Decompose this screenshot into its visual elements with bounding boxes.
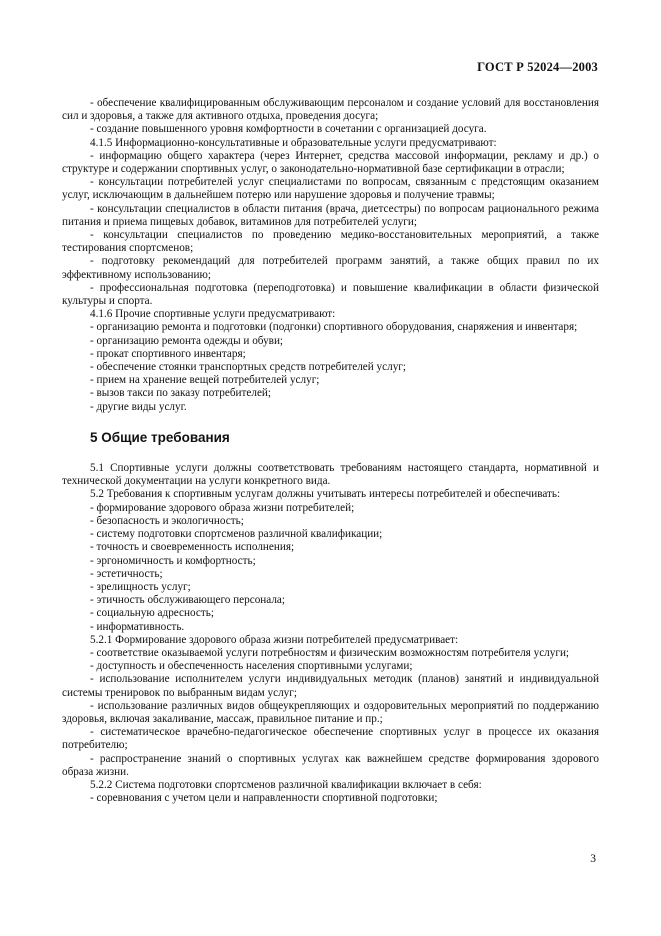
paragraph: - консультации потребителей услуг специалистами по вопросам, связанным с предстоящим оказанием услуг, исключающим в дальнейшем потерю или нарушение здоровья и получение травмы; [62,176,599,202]
paragraph: - профессиональная подготовка (переподготовка) и повышение квалификации в области физической культуры и спорта. [62,281,599,308]
paragraph: - информативность. [90,620,185,633]
doc-header: ГОСТ Р 52024—2003 [477,60,598,74]
paragraph: 5.2.1 Формирование здорового образа жизни потребителей предусматривает: [90,633,459,646]
paragraph: - обеспечение стоянки транспортных средств потребителей услуг; [90,361,406,374]
paragraph: - вызов такси по заказу потребителей; [90,387,272,400]
paragraph: - систему подготовки спортсменов различной квалификации; [90,528,383,541]
paragraph: - формирование здорового образа жизни потребителей; [90,501,355,514]
paragraph: - безопасность и экологичность; [90,514,244,527]
page-number: 3 [590,853,596,865]
paragraph: - другие виды услуг. [90,400,187,413]
paragraphs-before [62,97,599,414]
paragraph: - прокат спортивного инвентаря; [90,347,246,360]
paragraph: - консультации специалистов по проведению медико-восстановительных мероприятий, а также тестирования спортсменов; [62,229,599,255]
paragraph: 5.2 Требования к спортивным услугам должны учитывать интересы потребителей и обеспечивать: [90,488,561,501]
paragraph: 5.2.2 Система подготовки спортсменов различной квалификации включает в себя: [90,778,482,791]
paragraph: - использование исполнителем услуги индивидуальных методик (планов) занятий и индивидуальной системы тренировок по выбранным видам услуг; [62,673,599,699]
paragraph: - систематическое врачебно-педагогическое обеспечение спортивных услуг в процессе их оказания потребителю; [62,726,599,752]
paragraph: - прием на хранение вещей потребителей услуг; [90,374,320,387]
section-title: 5 Общие требования [90,429,230,445]
paragraph: - соревнования с учетом цели и направленности спортивной подготовки; [90,792,438,805]
paragraph: 5.1 Спортивные услуги должны соответствовать требованиям настоящего стандарта, нормативной и технической документации на услуги конкретного вида. [62,462,599,488]
paragraph: - создание повышенного уровня комфортности в сочетании с организацией досуга. [90,123,487,136]
paragraph: - организацию ремонта и подготовки (подгонки) спортивного оборудования, снаряжения и инвентаря; [90,321,578,334]
paragraph: - консультации специалистов в области питания (врача, диетсестры) по вопросам рационального режима питания и приема пищевых добавок, витаминов для потребителей услуги; [62,202,599,228]
paragraph: - соответствие оказываемой услуги потребностям и физическим возможностям потребителя услуги; [90,646,570,659]
paragraph: - зрелищность услуг; [90,580,191,593]
paragraphs-after [62,462,599,805]
paragraph: - эстетичность; [90,567,163,580]
paragraph: - использование различных видов общеукрепляющих и оздоровительных мероприятий по поддержанию здоровья, включая закаливание, массаж, правильное питание и пр.; [62,699,599,725]
paragraph: - организацию ремонта одежды и обуви; [90,334,284,347]
paragraph: - этичность обслуживающего персонала; [90,594,285,607]
paragraph: - обеспечение квалифицированным обслуживающим персоналом и создание условий для восстановления сил и здоровья, а также для активного отдыха, проведения досуга; [62,97,599,123]
paragraph: - подготовку рекомендаций для потребителей программ занятий, а также общих правил по их эффективному использованию; [62,255,599,281]
paragraph: - доступность и обеспеченность населения спортивными услугами; [90,660,413,673]
paragraph: 4.1.6 Прочие спортивные услуги предусматривают: [90,308,336,321]
paragraph: - эргономичность и комфортность; [90,554,256,567]
paragraph: - информацию общего характера (через Интернет, средства массовой информации, рекламу и др.) о структуре и содержании спортивных услуг, о законодательно-нормативной базе сертификации в отрасли; [62,149,599,176]
paragraph: - точность и своевременность исполнения; [90,541,295,554]
paragraph: - распространение знаний о спортивных услугах как важнейшем средстве формирования здорового образа жизни. [62,752,599,778]
paragraph: 4.1.5 Информационно-консультативные и образовательные услуги предусматривают: [90,136,497,149]
paragraph: - социальную адресность; [90,607,214,620]
document-body [62,97,599,805]
